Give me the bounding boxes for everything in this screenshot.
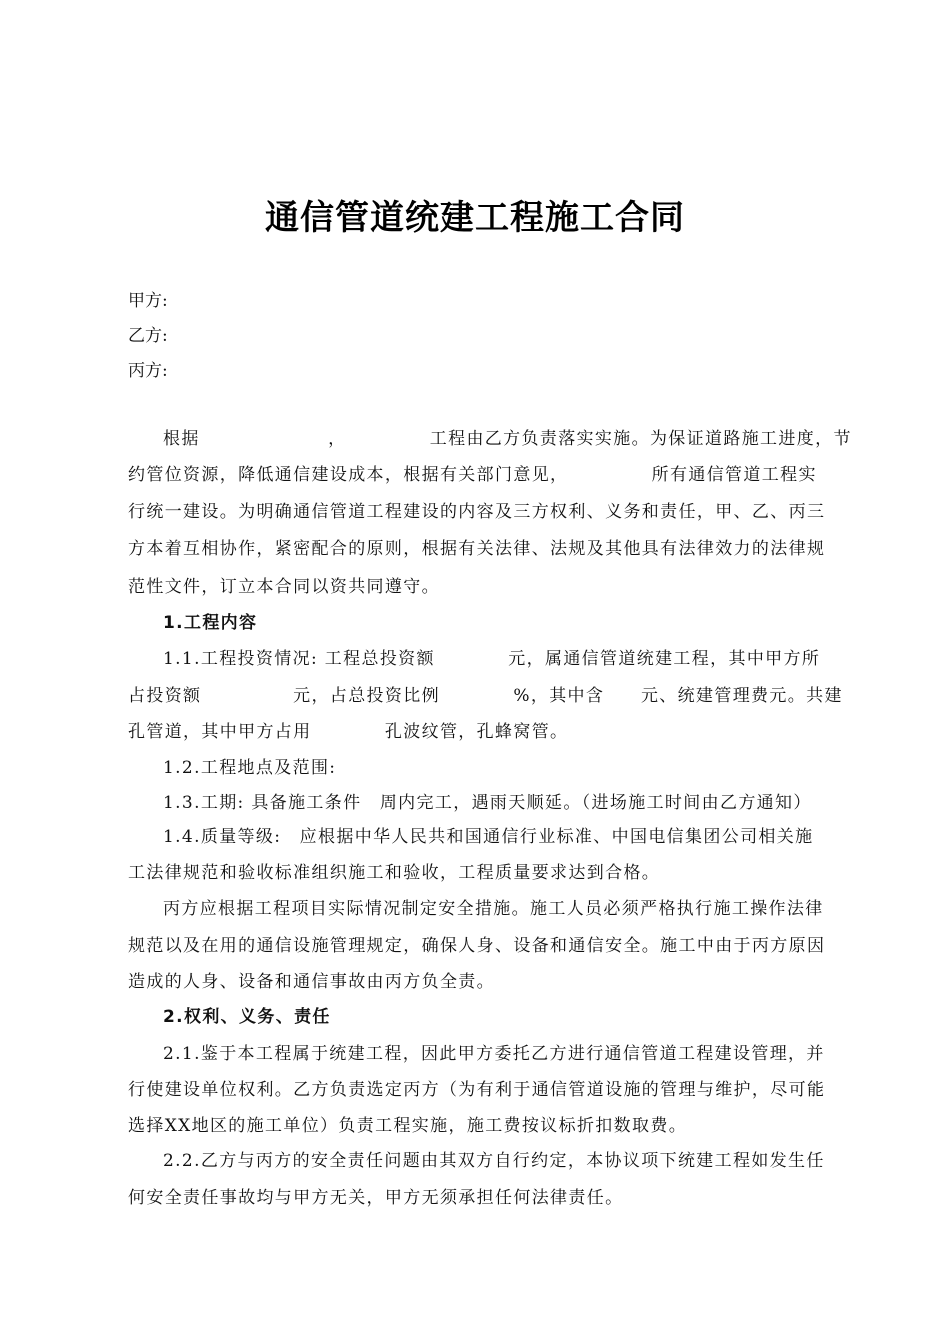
clause-2-1-line: 选择XX地区的施工单位）负责工程实施，施工费按议标折扣数取费。 — [128, 1116, 688, 1136]
intro-line: 方本着互相协作，紧密配合的原则，根据有关法律、法规及其他具有法律效力的法律规 — [128, 539, 826, 559]
party-a-label: 甲方: — [128, 291, 168, 311]
party-c-label: 丙方: — [128, 361, 168, 381]
clause-1-4-line: 工法律规范和验收标准组织施工和验收，工程质量要求达到合格。 — [128, 863, 661, 883]
intro-line: 行统一建设。为明确通信管道工程建设的内容及三方权利、义务和责任，甲、乙、丙三 — [128, 502, 826, 522]
clause-2-2-line: 2.2.乙方与丙方的安全责任问题由其双方自行约定，本协议项下统建工程如发生任 — [163, 1151, 825, 1171]
page-title: 通信管道统建工程施工合同 — [265, 198, 685, 238]
clause-2-2-line: 何安全责任事故均与甲方无关，甲方无须承担任何法律责任。 — [128, 1188, 624, 1208]
clause-1-4-line: 1.4.质量等级: 应根据中华人民共和国通信行业标准、中国电信集团公司相关施 — [163, 827, 814, 847]
section-2-heading: 2.权利、义务、责任 — [163, 1007, 331, 1027]
safety-line: 造成的人身、设备和通信事故由丙方负全责。 — [128, 972, 495, 992]
party-b-label: 乙方: — [128, 326, 168, 346]
safety-line: 丙方应根据工程项目实际情况制定安全措施。施工人员必须严格执行施工操作法律 — [163, 899, 824, 919]
safety-line: 规范以及在用的通信设施管理规定，确保人身、设备和通信安全。施工中由于丙方原因 — [128, 936, 826, 956]
section-1-heading: 1.工程内容 — [163, 613, 258, 633]
clause-1-1-line: 孔管道，其中甲方占用 孔波纹管，孔蜂窝管。 — [128, 722, 569, 742]
intro-line: 范性文件，订立本合同以资共同遵守。 — [128, 577, 440, 597]
intro-line: 约管位资源，降低通信建设成本，根据有关部门意见， 所有通信管道工程实 — [128, 465, 817, 485]
clause-1-1-line: 1.1.工程投资情况: 工程总投资额 元，属通信管道统建工程，其中甲方所 — [163, 649, 821, 669]
clause-2-1-line: 2.1.鉴于本工程属于统建工程，因此甲方委托乙方进行通信管道工程建设管理，并 — [163, 1044, 825, 1064]
clause-2-1-line: 行使建设单位权利。乙方负责选定丙方（为有利于通信管道设施的管理与维护，尽可能 — [128, 1080, 826, 1100]
clause-1-1-line: 占投资额 元，占总投资比例 %，其中含 元、统建管理费元。共建 — [128, 686, 843, 706]
clause-1-3: 1.3.工期: 具备施工条件 周内完工，遇雨天顺延。（进场施工时间由乙方通知） — [163, 793, 812, 813]
clause-1-2: 1.2.工程地点及范围: — [163, 758, 337, 778]
intro-line: 根据 ， 工程由乙方负责落实实施。为保证道路施工进度，节 — [163, 429, 852, 449]
